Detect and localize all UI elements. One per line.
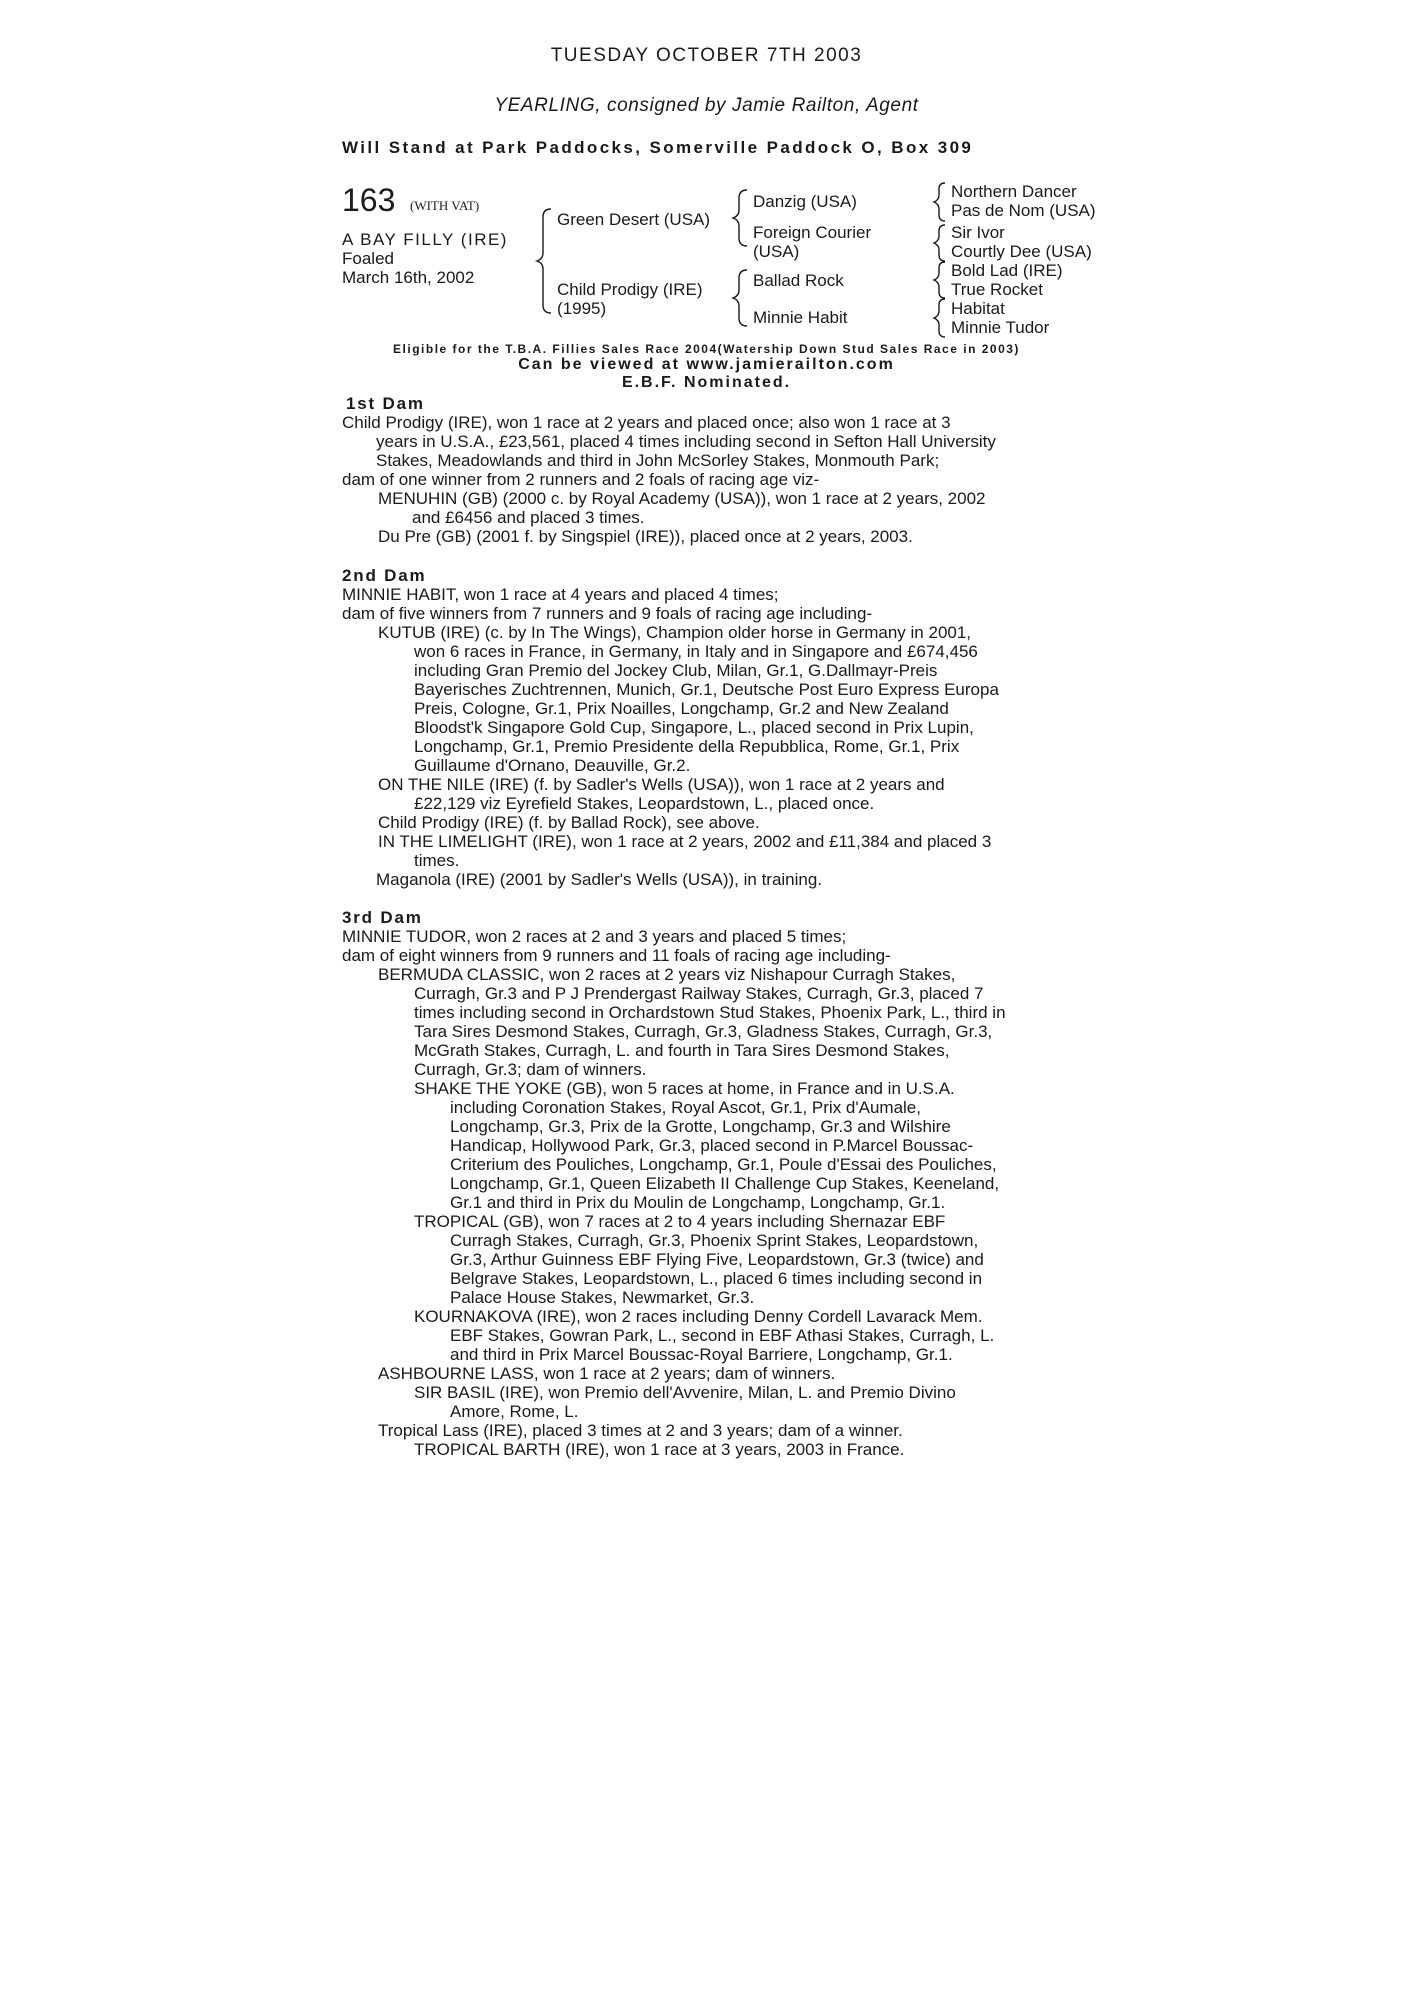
second-dam-line: Bloodst'k Singapore Gold Cup, Singapore, L., placed second in Prix Lupin, — [414, 718, 974, 737]
third-dam-line: SIR BASIL (IRE), won Premio dell'Avvenire, Milan, L. and Premio Divino — [414, 1383, 956, 1402]
third-dam-line: Tropical Lass (IRE), placed 3 times at 2 and 3 years; dam of a winner. — [378, 1421, 903, 1440]
third-dam-line: Curragh, Gr.3; dam of winners. — [414, 1060, 647, 1079]
third-dam-line: SHAKE THE YOKE (GB), won 5 races at home, in France and in U.S.A. — [414, 1079, 955, 1098]
third-dam-line: ASHBOURNE LASS, won 1 race at 2 years; dam of winners. — [378, 1364, 836, 1383]
third-dam-line: Longchamp, Gr.3, Prix de la Grotte, Longchamp, Gr.3 and Wilshire — [450, 1117, 951, 1136]
third-dam-line: MINNIE TUDOR, won 2 races at 2 and 3 years and placed 5 times; — [342, 927, 847, 946]
second-dam-line: Child Prodigy (IRE) (f. by Ballad Rock), see above. — [378, 813, 760, 832]
third-dam-line: Curragh Stakes, Curragh, Gr.3, Phoenix Sprint Stakes, Leopardstown, — [450, 1231, 979, 1250]
third-dam-line: EBF Stakes, Gowran Park, L., second in EBF Athasi Stakes, Curragh, L. — [450, 1326, 995, 1345]
pedigree-sss: Northern Dancer — [951, 182, 1077, 201]
third-dam-line: including Coronation Stakes, Royal Ascot, Gr.1, Prix d'Aumale, — [450, 1098, 921, 1117]
third-dam-line: Palace House Stakes, Newmarket, Gr.3. — [450, 1288, 755, 1307]
second-dam-line: won 6 races in France, in Germany, in Italy and in Singapore and £674,456 — [414, 642, 978, 661]
pedigree-ssd: Pas de Nom (USA) — [951, 201, 1096, 220]
pedigree-sire-dam-country: (USA) — [753, 242, 800, 261]
third-dam-heading: 3rd Dam — [342, 908, 423, 927]
second-dam-line: Bayerisches Zuchtrennen, Munich, Gr.1, Deutsche Post Euro Express Europa — [414, 680, 999, 699]
first-dam-line: Stakes, Meadowlands and third in John McSorley Stakes, Monmouth Park; — [376, 451, 940, 470]
second-dam-line: Maganola (IRE) (2001 by Sadler's Wells (USA)), in training. — [376, 870, 823, 889]
third-dam-line: Gr.1 and third in Prix du Moulin de Longchamp, Longchamp, Gr.1. — [450, 1193, 946, 1212]
pedigree-sds: Sir Ivor — [951, 223, 1005, 242]
pedigree-ddd: Minnie Tudor — [951, 318, 1050, 337]
foaled-date: March 16th, 2002 — [342, 268, 475, 287]
first-dam-line: dam of one winner from 2 runners and 2 foals of racing age viz- — [342, 470, 820, 489]
third-dam-line: Handicap, Hollywood Park, Gr.3, placed second in P.Marcel Boussac- — [450, 1136, 974, 1155]
first-dam-line: Child Prodigy (IRE), won 1 race at 2 years and placed once; also won 1 race at 3 — [342, 413, 951, 432]
third-dam-line: Curragh, Gr.3 and P J Prendergast Railway Stakes, Curragh, Gr.3, placed 7 — [414, 984, 984, 1003]
pedigree-sire: Green Desert (USA) — [557, 210, 711, 229]
second-dam-line: Guillaume d'Ornano, Deauville, Gr.2. — [414, 756, 691, 775]
pedigree-dam: Child Prodigy (IRE) — [557, 280, 703, 299]
third-dam-line: Tara Sires Desmond Stakes, Curragh, Gr.3, Gladness Stakes, Curragh, Gr.3, — [414, 1022, 993, 1041]
vat-note: (WITH VAT) — [410, 198, 480, 213]
stand-location: Will Stand at Park Paddocks, Somerville Paddock O, Box 309 — [342, 138, 974, 157]
pedigree-braces — [0, 0, 1413, 340]
third-dam-line: Belgrave Stakes, Leopardstown, L., placed 6 times including second in — [450, 1269, 983, 1288]
sale-date: TUESDAY OCTOBER 7TH 2003 — [550, 45, 863, 66]
pedigree-sire-dam: Foreign Courier — [753, 223, 872, 242]
first-dam-line: years in U.S.A., £23,561, placed 4 times including second in Sefton Hall University — [376, 432, 996, 451]
eligibility-note: Eligible for the T.B.A. Fillies Sales Race 2004(Watership Down Stud Sales Race in 2003) — [393, 342, 1020, 356]
second-dam-line: times. — [414, 851, 460, 870]
second-dam-line: including Gran Premio del Jockey Club, Milan, Gr.1, G.Dallmayr-Preis — [414, 661, 938, 680]
third-dam-line: and third in Prix Marcel Boussac-Royal Barriere, Longchamp, Gr.1. — [450, 1345, 953, 1364]
third-dam-line: dam of eight winners from 9 runners and 11 foals of racing age including- — [342, 946, 891, 965]
first-dam-line: and £6456 and placed 3 times. — [412, 508, 645, 527]
third-dam-line: TROPICAL BARTH (IRE), won 1 race at 3 years, 2003 in France. — [414, 1440, 905, 1459]
second-dam-line: £22,129 viz Eyrefield Stakes, Leopardstown, L., placed once. — [414, 794, 875, 813]
second-dam-line: KUTUB (IRE) (c. by In The Wings), Champion older horse in Germany in 2001, — [378, 623, 972, 642]
ebf-note: E.B.F. Nominated. — [621, 374, 792, 391]
pedigree-dam-year: (1995) — [557, 299, 607, 318]
third-dam-line: TROPICAL (GB), won 7 races at 2 to 4 years including Shernazar EBF — [414, 1212, 946, 1231]
second-dam-line: IN THE LIMELIGHT (IRE), won 1 race at 2 years, 2002 and £11,384 and placed 3 — [378, 832, 992, 851]
second-dam-line: MINNIE HABIT, won 1 race at 4 years and placed 4 times; — [342, 585, 779, 604]
pedigree-dam-dam: Minnie Habit — [753, 308, 848, 327]
third-dam-line: BERMUDA CLASSIC, won 2 races at 2 years viz Nishapour Curragh Stakes, — [378, 965, 956, 984]
third-dam-line: Criterium des Pouliches, Longchamp, Gr.1, Poule d'Essai des Pouliches, — [450, 1155, 997, 1174]
foaled-label: Foaled — [342, 249, 394, 268]
third-dam-line: Gr.3, Arthur Guinness EBF Flying Five, Leopardstown, Gr.3 (twice) and — [450, 1250, 984, 1269]
third-dam-line: times including second in Orchardstown Stud Stakes, Phoenix Park, L., third in — [414, 1003, 1006, 1022]
viewing-note: Can be viewed at www.jamierailton.com — [518, 356, 895, 373]
pedigree-dsd: True Rocket — [951, 280, 1043, 299]
third-dam-line: KOURNAKOVA (IRE), won 2 races including Denny Cordell Lavarack Mem. — [414, 1307, 983, 1326]
pedigree-dss: Bold Lad (IRE) — [951, 261, 1063, 280]
pedigree-dds: Habitat — [951, 299, 1005, 318]
consignment-line: YEARLING, consigned by Jamie Railton, Agent — [494, 95, 919, 116]
second-dam-line: dam of five winners from 7 runners and 9 foals of racing age including- — [342, 604, 873, 623]
first-dam-line: MENUHIN (GB) (2000 c. by Royal Academy (USA)), won 1 race at 2 years, 2002 — [378, 489, 986, 508]
second-dam-line: ON THE NILE (IRE) (f. by Sadler's Wells (USA)), won 1 race at 2 years and — [378, 775, 945, 794]
second-dam-line: Preis, Cologne, Gr.1, Prix Noailles, Longchamp, Gr.2 and New Zealand — [414, 699, 949, 718]
lot-number: 163 — [342, 182, 396, 218]
third-dam-line: McGrath Stakes, Curragh, L. and fourth in Tara Sires Desmond Stakes, — [414, 1041, 950, 1060]
first-dam-heading: 1st Dam — [346, 394, 425, 413]
lot-description: A BAY FILLY (IRE) — [342, 230, 508, 249]
second-dam-line: Longchamp, Gr.1, Premio Presidente della Repubblica, Rome, Gr.1, Prix — [414, 737, 960, 756]
pedigree-sire-sire: Danzig (USA) — [753, 192, 857, 211]
first-dam-line: Du Pre (GB) (2001 f. by Singspiel (IRE)), placed once at 2 years, 2003. — [378, 527, 913, 546]
pedigree-dam-sire: Ballad Rock — [753, 271, 844, 290]
pedigree-sdd: Courtly Dee (USA) — [951, 242, 1092, 261]
third-dam-line: Longchamp, Gr.1, Queen Elizabeth II Challenge Cup Stakes, Keeneland, — [450, 1174, 1000, 1193]
third-dam-line: Amore, Rome, L. — [450, 1402, 579, 1421]
second-dam-heading: 2nd Dam — [342, 566, 427, 585]
